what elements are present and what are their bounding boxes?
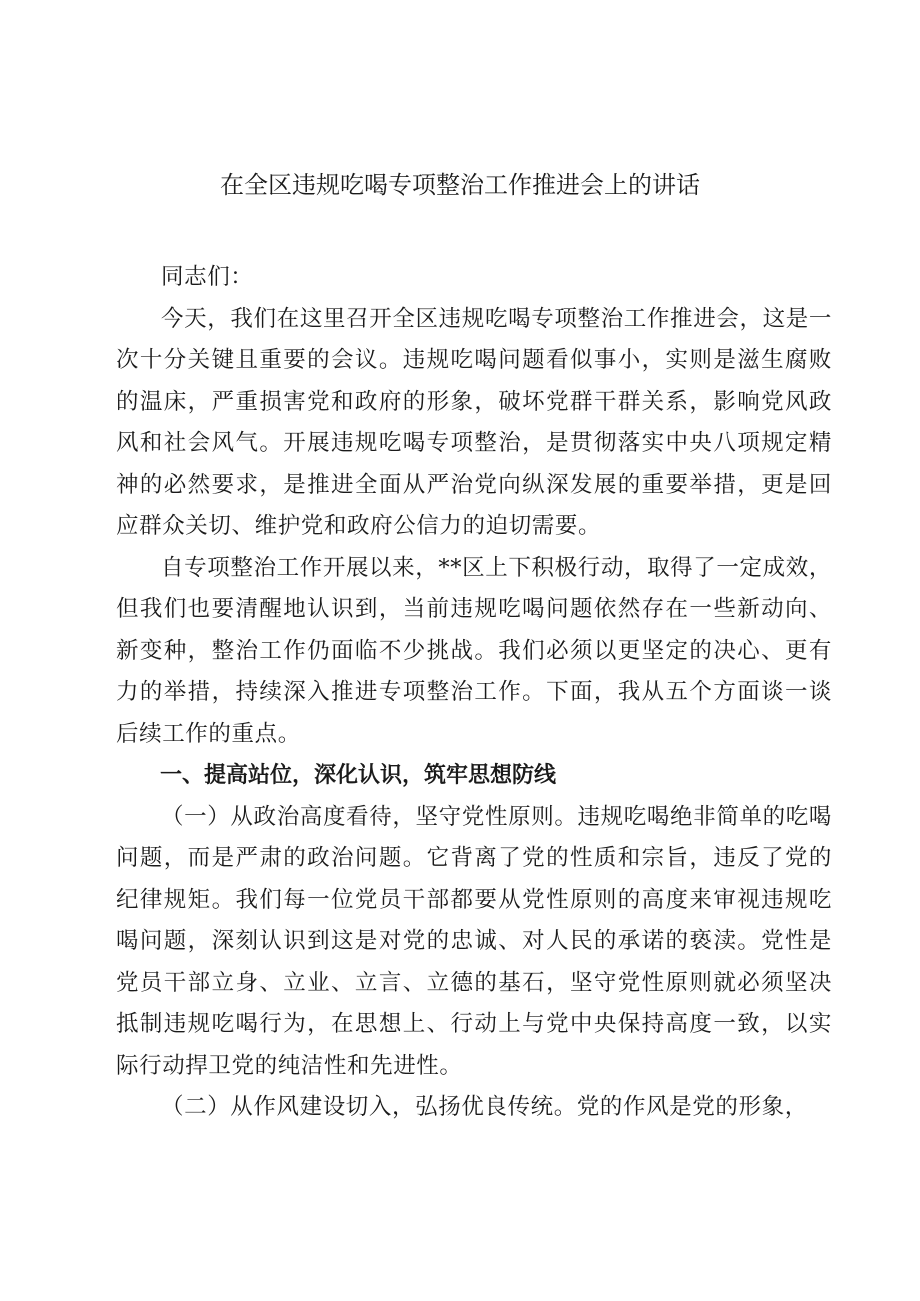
section-heading-1: 一、提高站位，深化认识，筑牢思想防线 xyxy=(160,763,557,788)
paragraph-progress: 自专项整治工作开展以来，**区上下积极行动，取得了一定成效，但我们也要清醒地认识到，当前违规吃喝问题依然存在一些新动向、新变种，整治工作仍面临不少挑战。我们必须以更坚定的决心、更有力的举措，持续深入推进专项整治工作。下面，我从五个方面谈一谈后续工作的重点。 xyxy=(116,554,832,747)
paragraph-opening: 今天，我们在这里召开全区违规吃喝专项整治工作推进会，这是一次十分关键且重要的会议。违规吃喝问题看似事小，实则是滋生腐败的温床，严重损害党和政府的形象，破坏党群干群关系，影响党风政风和社会风气。开展违规吃喝专项整治，是贯彻落实中央八项规定精神的必然要求，是推进全面从严治党向纵深发展的重要举措，更是回应群众关切、维护党和政府公信力的迫切需要。 xyxy=(116,305,832,539)
paragraph-section-1-item-2: （二）从作风建设切入，弘扬优良传统。党的作风是党的形象， xyxy=(161,1094,808,1120)
paragraph-section-1-item-1: （一）从政治高度看待，坚守党性原则。违规吃喝绝非简单的吃喝问题，而是严肃的政治问题。它背离了党的性质和宗旨，违反了党的纪律规矩。我们每一位党员干部都要从党性原则的高度来审视违规吃喝问题，深刻认识到这是对党的忠诚、对人民的承诺的亵渎。党性是党员干部立身、立业、立言、立德的基石，坚守党性原则就必须坚决抵制违规吃喝行为，在思想上、行动上与党中央保持高度一致，以实际行动捍卫党的纯洁性和先进性。 xyxy=(116,803,832,1079)
document-title: 在全区违规吃喝专项整治工作推进会上的讲话 xyxy=(220,171,700,199)
salutation: 同志们： xyxy=(161,264,254,290)
document-body xyxy=(116,257,832,1129)
